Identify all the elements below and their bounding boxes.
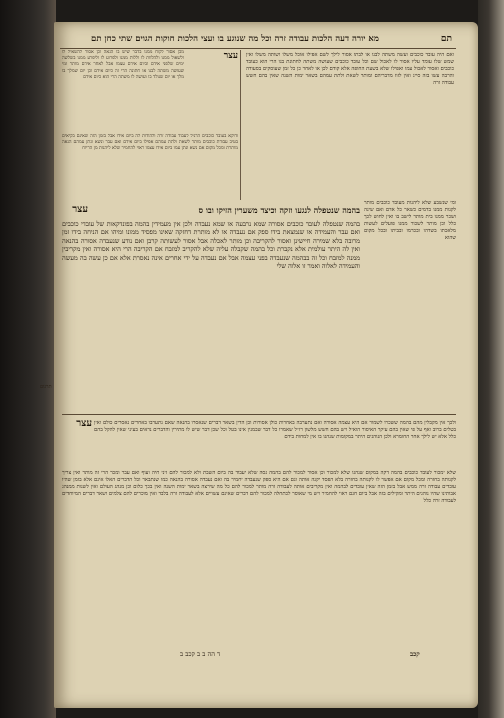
signature-mark: ד הה ב ב קכב ב bbox=[180, 650, 221, 658]
book-binding bbox=[0, 0, 56, 718]
running-header: מא יורה דעה הלכות עבודה זרה וכל מה שנוגע בו ועצי הלכות חוקות הגוים שתי כחן תם bbox=[91, 34, 379, 44]
left-column-heading: עצר bbox=[223, 51, 238, 61]
next-page-edge bbox=[478, 0, 504, 718]
catchword: קכב bbox=[410, 650, 420, 658]
main-body-text: בהמה שנטפלה לעובד כוכבים אסורה שמא נרבעה או שמא נעבדה ולכן אין מעמידין בהמה בפונדקאות של עובדי כוכבים ואם עבר והעמידה או שנמצאת בידו ספק אם נעבדה או לא מותרת דחזקה שאינו מפסיד ממונו ומיהו אם הניחה בידו זמן מרובה בלא שמירה חיישינן ואסור להקריבה וכן מותר לאכלה אבל אסור לעשותה קרבן ואם נודע שנעבדה אסורה בהנאה ואין לה היתר עולמית אלא נקברת וכל בהמה שקבלה עליה שלא להקריב למזבח אם הקריבה הרי היא אסורה ואין מקריבין ממנה למזבח וכל זה בבהמה שנעבדה בפני עצמה אבל אם נעבדה על ידי אחרים אינה נאסרת אלא אם כן עשה בה מעשה והעמידה לאלוה ואמר זו אלוה שלי bbox=[62, 220, 360, 271]
margin-note: תרגום bbox=[40, 384, 52, 390]
header-rule bbox=[60, 48, 456, 49]
folio-number: תם bbox=[440, 34, 452, 44]
right-column-text: ואם היה עובד כוכבים ועשה משתה לבנו או לבתו אסור לילך לשם אפילו אוכל משלו ושותה משלו ואין שמש שלו עומד עליו אסור לו לאכול שם וכל עובד כוכבים שעושה משתה לחתונת בנו הרי הוא כעובד כוכבים ואסור לאכול עמו ואפילו שלא בשעת החופה אלא קודם לכן או לאחר כן כל זמן שעוסקים בסעודה והרבה עשו בזה סייג ואין לזוז מדבריהם ומותר לשאת ולתת עמהם בשאר ימות השנה שאין בהם חשש עבודה זרה bbox=[246, 52, 454, 86]
section-rule bbox=[62, 414, 456, 415]
right-narrow-commentary: ומי שנשבע שלא ליהנות מעובד כוכבים מותר לקנות ממנו בדמים כשאר כל אדם ואם שינה ושכר ממנו בית מותר לישב בו ואין לחוש לכך כלל וכן מותר לשכור ממנו פועלים לעשות מלאכתו בשדהו ובכרמו ובביתו ובכל מקום שהוא bbox=[364, 200, 456, 241]
left-column-middle-text: ודוקא בעובד כוכבים הרגיל לעבוד עבודה זרה ולהודות לה ביום אידו אבל בזמן הזה שאינם בקיאים בטיב עבודת כוכבים מותר לשאת ולתת עמהם אפילו ביום אידם ואם עבר ונשא ונתן עמהם הנאה מותרת ומכל מקום אם נשא ונתן עמו ביום אידו עצמו ראוי להחמיר שלא ליהנות מן הריוח bbox=[62, 134, 238, 152]
lower-section-heading: עצר bbox=[76, 418, 92, 429]
lower-section-text: שלא ימכור לעובד כוכבים בהמה דקה במקום שנהגו שלא למכור וכן אסור למכור להם בהמה גסה שלא יעבוד בה ביום השבת ולא למכור להם זיני חיה ועוף ואם עבר ומכר הרי זה מותר ואין צריך לקנותה בחזרה ומכל מקום אם אפשר לו לקנותה בחזרה בלא הפסד יקנה אותה וגם אם היא ספק שנעבדה יחמיר בה ואם נעבדה אסורה בהנאה כמו שנתבאר וכל הדברים האלו אינם אלא בזמן שהיו עובדים עבודה זרה ממש אבל בזמן הזה שאין עובדים לבהמה ואין מקריבים אותה לעבודה זרה מותר למכור להם כל מה שירצה בשאר ימות השנה ואין בכך כלום וכן מנהג העולם ואין לשנות ממנהג אבותינו שהיו נוהגים היתר ומקילים בזה אבל ביום חגם ראוי להחמיר ויש מי שאוסר לכתחלה למכור להם דברים שאינם עשויים אלא לעבודה זרה בלבד ואין מוכרים להם צלמים ושאר דברים המיוחדים לעבודה זרה כלל bbox=[62, 470, 456, 504]
siman-heading: עצר bbox=[72, 204, 88, 215]
column-divider bbox=[240, 50, 241, 200]
lower-section-intro: ולכך אין מקבלין מהם בהמה ששכרו לשמור אם היא עצמה אסורה ואם נתערבה באחרות כולן אסורות וכן הדין בשאר דברים שנאסרו בהנאה שאם נתערבו באחרים נאסרים כולם ואין בטלים ברוב ואף על פי שאין בהם עיקר האיסור הואיל ויש בהם חשש מלשון רז״ל שאמרו כל דבר שבמנין אינו בטל וכל שכן דבר שיש לו מתירין והדברים נראים בעיני שאין להקל בהם כלל אלא יש לילך אחר החומרא ולכן הנוהגים היתר במקומות שנהגו בו אין למחות בידם bbox=[94, 420, 456, 440]
siman-title: בהמה שנטפלה לנגעו וזקה וכיצד משערין הזיקו ובו ס bbox=[198, 205, 360, 215]
left-column-upper-text: מכן אסור לקוח ממנו בדבר שיש בו הנאה וכן אסור להשאיל לו ולשאול ממנו ולהלוות לו וללות ממנו ולפרוע לו וליפרע ממנו בשלשה ימים שלפני אידם וביום אידם עצמו אבל לאחר אידם מותר ומי שעושה משתה לבנו או חתונה הרי זה כיום אידם וכן יום שמלך בו מלך או יום שנולד בו ועושה לו משתה הרי הוא כיום אידם bbox=[62, 50, 184, 80]
